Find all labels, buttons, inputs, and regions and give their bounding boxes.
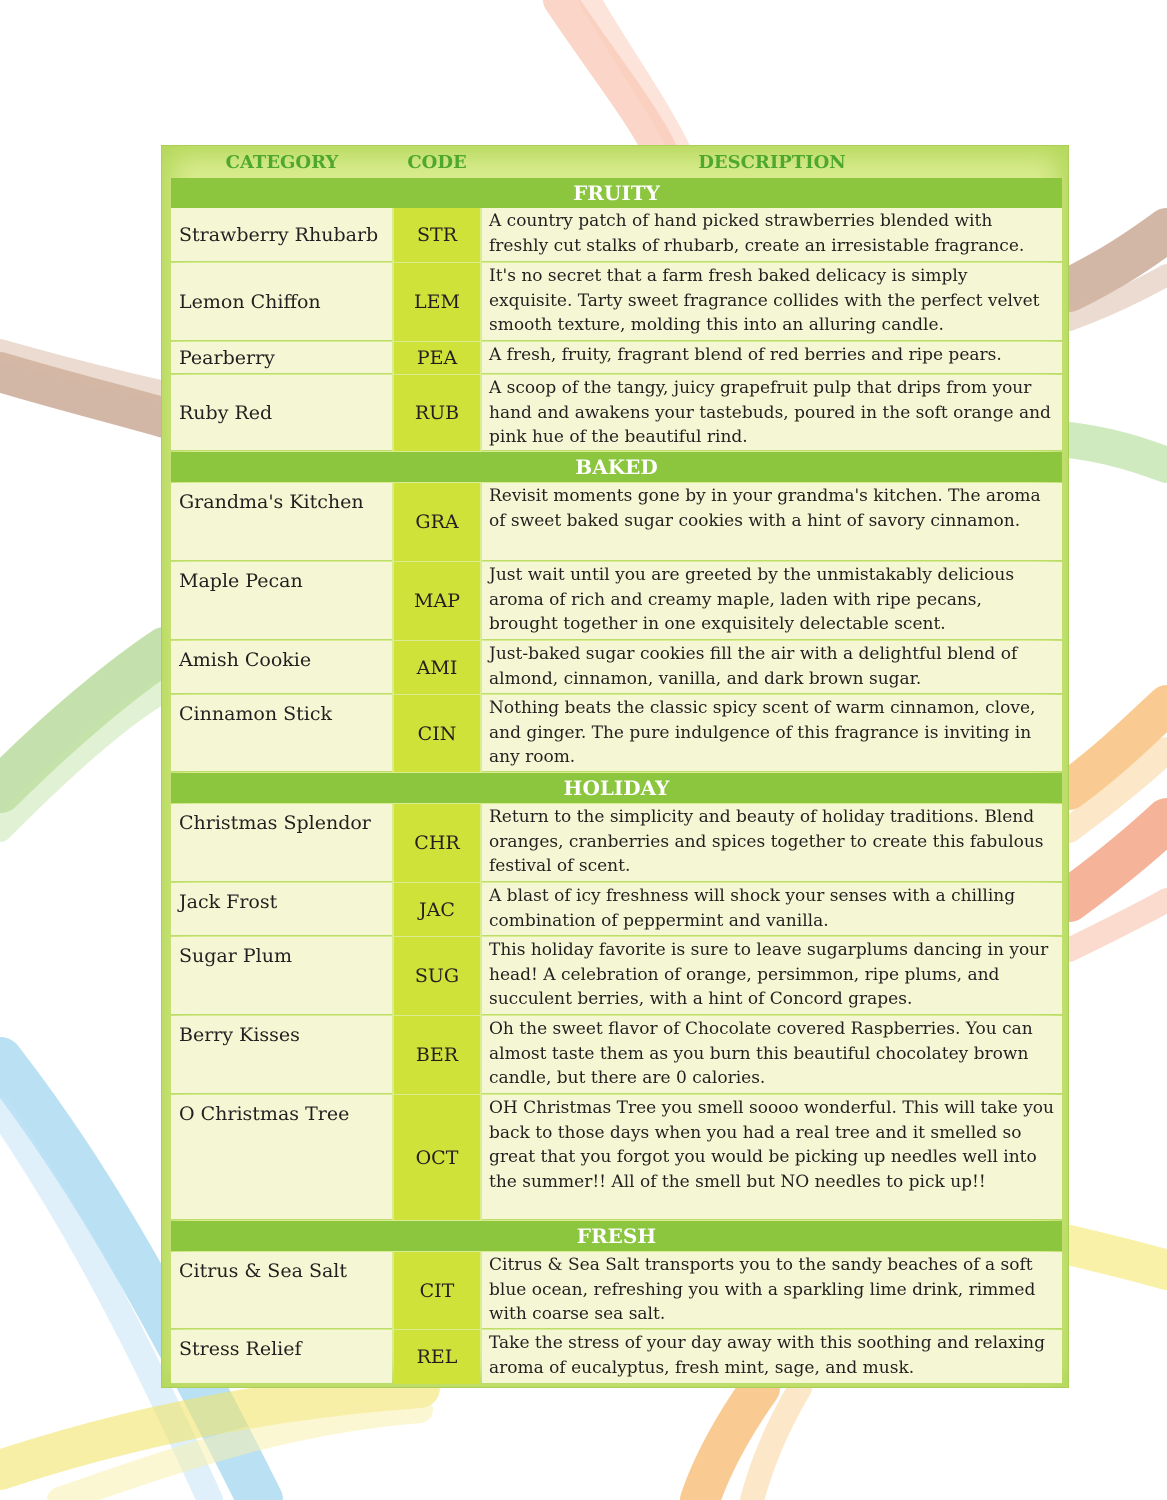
swirl-green-right xyxy=(1069,440,1167,465)
table-row xyxy=(171,883,1062,936)
fragrance-name: Jack Frost xyxy=(171,883,392,936)
header-category: CATEGORY xyxy=(225,152,339,173)
fragrance-code: MAP xyxy=(394,562,480,640)
section-band-baked: BAKED xyxy=(171,452,1062,482)
fragrance-code: AMI xyxy=(394,641,480,694)
fragrance-code: LEM xyxy=(394,263,480,341)
fragrance-table xyxy=(161,145,1069,1388)
fragrance-description: A country patch of hand picked strawberries blended with freshly cut stalks of rhubarb, create an irresistable fragrance. xyxy=(482,208,1062,262)
table-row xyxy=(171,483,1062,561)
table-row xyxy=(171,1095,1062,1220)
fragrance-code: CIT xyxy=(394,1252,480,1329)
fragrance-description: OH Christmas Tree you smell soooo wonderful. This will take you back to those days when you had a real tree and it smelled so great that you forgot you would be picking up needles well into the summer!! All of the smell but NO needles to pick up!! xyxy=(482,1095,1062,1220)
fragrance-name: Grandma's Kitchen xyxy=(171,483,392,561)
table-row xyxy=(171,1016,1062,1094)
fragrance-name: Sugar Plum xyxy=(171,937,392,1015)
fragrance-name: Stress Relief xyxy=(171,1330,392,1384)
fragrance-code: CIN xyxy=(394,695,480,772)
header-description: DESCRIPTION xyxy=(698,152,846,173)
fragrance-code: RUB xyxy=(394,375,480,451)
fragrance-description: Return to the simplicity and beauty of holiday traditions. Blend oranges, cranberries and spices together to create this fabulous festival of scent. xyxy=(482,804,1062,882)
table-row xyxy=(171,1252,1062,1329)
fragrance-description: A scoop of the tangy, juicy grapefruit pulp that drips from your hand and awakens your tastebuds, poured in the soft orange and pink hue of the beautiful rind. xyxy=(482,375,1062,451)
table-row xyxy=(171,342,1062,374)
section-band-holiday: HOLIDAY xyxy=(171,773,1062,803)
table-row xyxy=(171,208,1062,262)
fragrance-name: Citrus & Sea Salt xyxy=(171,1252,392,1329)
fragrance-description: Oh the sweet flavor of Chocolate covered Raspberries. You can almost taste them as you burn this beautiful chocolatey brown candle, but there are 0 calories. xyxy=(482,1016,1062,1094)
fragrance-description: Revisit moments gone by in your grandma's kitchen. The aroma of sweet baked sugar cookies with a hint of savory cinnamon. xyxy=(482,483,1062,561)
table-row xyxy=(171,804,1062,882)
fragrance-name: Pearberry xyxy=(171,342,392,374)
table-row xyxy=(171,263,1062,341)
fragrance-description: A fresh, fruity, fragrant blend of red berries and ripe pears. xyxy=(482,342,1062,374)
fragrance-name: Christmas Splendor xyxy=(171,804,392,882)
fragrance-name: Amish Cookie xyxy=(171,641,392,694)
table-row xyxy=(171,641,1062,694)
fragrance-code: SUG xyxy=(394,937,480,1015)
fragrance-name: Cinnamon Stick xyxy=(171,695,392,772)
fragrance-name: Maple Pecan xyxy=(171,562,392,640)
fragrance-code: CHR xyxy=(394,804,480,882)
fragrance-description: Just wait until you are greeted by the unmistakably delicious aroma of rich and creamy maple, laden with ripe pecans, brought together in one exquisitely delectable scent. xyxy=(482,562,1062,640)
fragrance-code: REL xyxy=(394,1330,480,1384)
section-band-fruity: FRUITY xyxy=(171,178,1062,208)
fragrance-name: Berry Kisses xyxy=(171,1016,392,1094)
section-band-fresh: FRESH xyxy=(171,1221,1062,1251)
fragrance-description: It's no secret that a farm fresh baked delicacy is simply exquisite. Tarty sweet fragrance collides with the perfect velvet smooth texture, molding this into an alluring candle. xyxy=(482,263,1062,341)
swirl-yellow-right xyxy=(1069,1245,1167,1270)
fragrance-code: JAC xyxy=(394,883,480,936)
fragrance-description: Just-baked sugar cookies fill the air with a delightful blend of almond, cinnamon, vanilla, and dark brown sugar. xyxy=(482,641,1062,694)
fragrance-description: A blast of icy freshness will shock your senses with a chilling combination of peppermint and vanilla. xyxy=(482,883,1062,936)
fragrance-code: PEA xyxy=(394,342,480,374)
table-row xyxy=(171,937,1062,1015)
fragrance-description: Take the stress of your day away with this soothing and relaxing aroma of eucalyptus, fresh mint, sage, and musk. xyxy=(482,1330,1062,1384)
table-row xyxy=(171,375,1062,451)
fragrance-name: O Christmas Tree xyxy=(171,1095,392,1220)
table-row xyxy=(171,562,1062,640)
fragrance-description: This holiday favorite is sure to leave sugarplums dancing in your head! A celebration of orange, persimmon, ripe plums, and succulent berries, with a hint of Concord grapes. xyxy=(482,937,1062,1015)
fragrance-description: Nothing beats the classic spicy scent of warm cinnamon, clove, and ginger. The pure indulgence of this fragrance is inviting in any room. xyxy=(482,695,1062,772)
fragrance-code: OCT xyxy=(394,1095,480,1220)
fragrance-code: BER xyxy=(394,1016,480,1094)
table-row xyxy=(171,1330,1062,1384)
header-code: CODE xyxy=(407,152,467,173)
fragrance-name: Strawberry Rhubarb xyxy=(171,208,392,262)
fragrance-name: Lemon Chiffon xyxy=(171,263,392,341)
fragrance-name: Ruby Red xyxy=(171,375,392,451)
fragrance-code: STR xyxy=(394,208,480,262)
fragrance-description: Citrus & Sea Salt transports you to the sandy beaches of a soft blue ocean, refreshing you with a sparkling lime drink, rimmed with coarse sea salt. xyxy=(482,1252,1062,1329)
table-row xyxy=(171,695,1062,772)
fragrance-code: GRA xyxy=(394,483,480,561)
